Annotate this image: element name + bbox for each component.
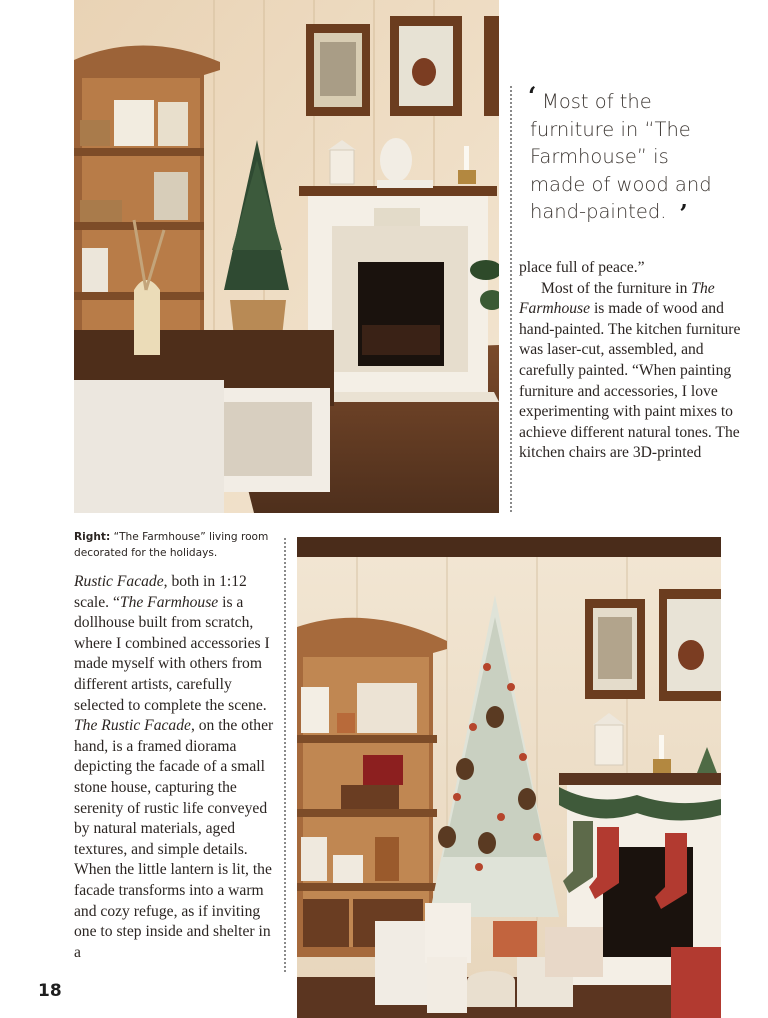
- paragraph-furniture: [519, 279, 741, 464]
- hutch-cabinet: [297, 618, 447, 957]
- ceiling-beam: [297, 537, 721, 557]
- pull-quote-text: Most of the furniture in “The Farmhouse” is made of wood and hand-painted.: [530, 90, 712, 223]
- open-quote-mark: ‘: [528, 81, 537, 110]
- page-number: 18: [38, 981, 62, 1001]
- mantel-books: [377, 180, 433, 188]
- paragraph-scenes: [74, 572, 279, 963]
- text-run: Most of the furniture in: [541, 279, 692, 297]
- text-run: is a dollhouse built from scratch, where I combined accessories I made myself with others from different artists, carefully selected to complete the scene.: [74, 593, 270, 714]
- armchair: [74, 380, 224, 513]
- living-room-illustration: [74, 0, 499, 513]
- caption-text: “The Farmhouse” living room decorated for the holidays.: [74, 531, 269, 559]
- title-farmhouse: The Farmhouse: [519, 279, 715, 318]
- mantel-vase: [380, 138, 412, 182]
- caption-label: Right:: [74, 531, 111, 543]
- photo-farmhouse-living-room: [74, 0, 499, 513]
- title-rustic-facade: The Rustic Facade: [74, 717, 191, 735]
- column-divider: [510, 86, 512, 512]
- holiday-room-illustration: [297, 537, 721, 1018]
- photo-caption: [74, 530, 284, 561]
- picture-frame-tractor: [585, 599, 645, 699]
- picture-frame-highland-cow: [390, 16, 462, 116]
- title-farmhouse: The Farmhouse: [119, 593, 219, 611]
- title-rustic-facade: Rustic Facade: [74, 573, 164, 590]
- paragraph-continuation: place full of peace.”: [519, 259, 645, 276]
- picture-frame-partial: [484, 16, 499, 116]
- pull-quote: [528, 81, 730, 228]
- photo-farmhouse-holiday: [297, 537, 721, 1018]
- text-run: is made of wood and hand-painted. The kitchen furniture was laser-cut, assembled, and carefully painted. “When painting furniture and accessories, I love experimenting with paint mixes to achieve different natural tones. The kitchen chairs are 3D-printed: [519, 300, 741, 462]
- text-run: , on the other hand, is a framed diorama depicting the facade of a small stone house, capturing the serenity of rustic life conveyed by natural materials, aged textures, and simple details. When the little lantern is lit, the facade transforms into a warm and cozy refuge, as if inviting one to step inside and shelter in a: [74, 717, 274, 961]
- picture-frame-left: [306, 24, 370, 116]
- article-column-right: [519, 258, 741, 464]
- close-quote-mark: ’: [679, 199, 688, 228]
- text-run: , both in 1:12 scale. “: [74, 573, 247, 611]
- picture-frame-highland-cow: [659, 589, 721, 701]
- column-divider: [284, 538, 286, 972]
- article-column-left: [74, 572, 279, 963]
